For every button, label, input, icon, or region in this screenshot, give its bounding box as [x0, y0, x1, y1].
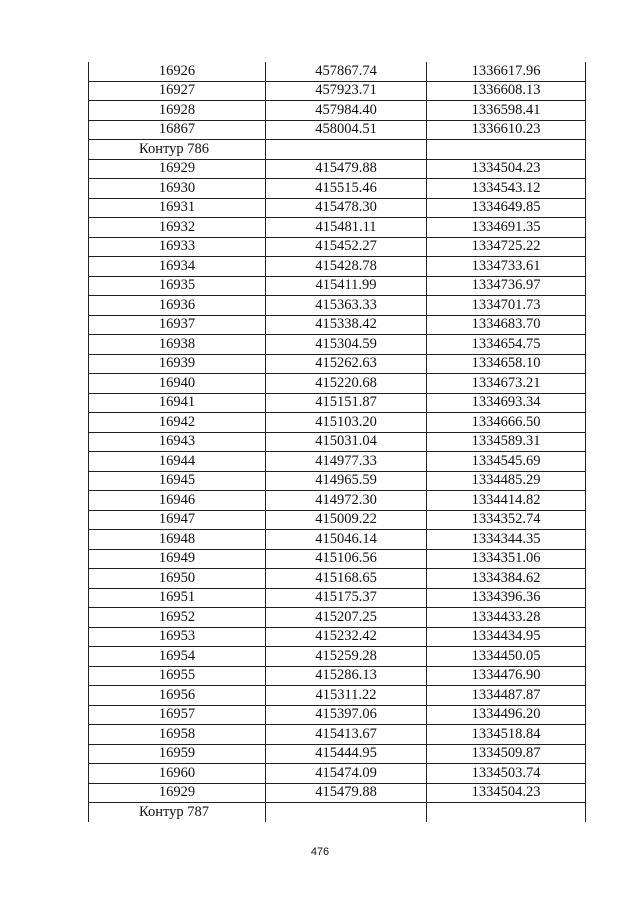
table-row — [89, 413, 586, 433]
table-row — [89, 452, 586, 472]
y-coordinate-cell: 1334658.10 — [427, 354, 586, 374]
table-row — [89, 569, 586, 589]
contour-label-row — [89, 803, 586, 822]
y-coordinate-cell: 1336617.96 — [427, 62, 586, 81]
point-number-cell: 16927 — [89, 81, 266, 101]
y-coordinate-cell: 1334352.74 — [427, 510, 586, 530]
point-number-cell: 16957 — [89, 705, 266, 725]
point-number-cell: 16956 — [89, 686, 266, 706]
point-number-cell: 16960 — [89, 764, 266, 784]
table-row — [89, 432, 586, 452]
x-coordinate-cell: 415031.04 — [266, 432, 427, 452]
table-row — [89, 237, 586, 257]
y-coordinate-cell: 1336610.23 — [427, 120, 586, 140]
x-coordinate-cell: 415286.13 — [266, 666, 427, 686]
point-number-cell: 16952 — [89, 608, 266, 628]
y-coordinate-cell: 1334496.20 — [427, 705, 586, 725]
x-coordinate-cell: 415444.95 — [266, 744, 427, 764]
y-coordinate-cell: 1334736.97 — [427, 276, 586, 296]
y-coordinate-cell: 1334487.87 — [427, 686, 586, 706]
table-row — [89, 510, 586, 530]
y-coordinate-cell: 1334589.31 — [427, 432, 586, 452]
y-coordinate-cell: 1334543.12 — [427, 179, 586, 199]
x-coordinate-cell: 414977.33 — [266, 452, 427, 472]
coordinates-table-body — [89, 62, 586, 822]
point-number-cell: 16954 — [89, 647, 266, 667]
y-coordinate-cell: 1334666.50 — [427, 413, 586, 433]
y-coordinate-cell: 1334701.73 — [427, 296, 586, 316]
table-row — [89, 686, 586, 706]
y-coordinate-cell: 1336608.13 — [427, 81, 586, 101]
y-coordinate-cell: 1334509.87 — [427, 744, 586, 764]
table-row — [89, 159, 586, 179]
table-row — [89, 744, 586, 764]
point-number-cell: 16942 — [89, 413, 266, 433]
point-number-cell: 16933 — [89, 237, 266, 257]
x-coordinate-cell: 415046.14 — [266, 530, 427, 550]
table-row — [89, 471, 586, 491]
point-number-cell: 16929 — [89, 159, 266, 179]
page-number: 476 — [310, 846, 330, 858]
x-coordinate-cell: 414965.59 — [266, 471, 427, 491]
y-coordinate-cell: 1334503.74 — [427, 764, 586, 784]
x-coordinate-cell: 458004.51 — [266, 120, 427, 140]
x-coordinate-cell: 415363.33 — [266, 296, 427, 316]
point-number-cell: 16946 — [89, 491, 266, 511]
x-coordinate-cell: 415428.78 — [266, 257, 427, 277]
table-row — [89, 257, 586, 277]
point-number-cell: 16935 — [89, 276, 266, 296]
point-number-cell: 16943 — [89, 432, 266, 452]
y-coordinate-cell: 1334673.21 — [427, 374, 586, 394]
point-number-cell: 16948 — [89, 530, 266, 550]
table-row — [89, 374, 586, 394]
y-coordinate-cell — [427, 140, 586, 160]
table-row — [89, 218, 586, 238]
x-coordinate-cell — [266, 803, 427, 822]
contour-label-row — [89, 140, 586, 160]
table-row — [89, 120, 586, 140]
x-coordinate-cell: 415262.63 — [266, 354, 427, 374]
table-row — [89, 276, 586, 296]
table-row — [89, 198, 586, 218]
x-coordinate-cell: 414972.30 — [266, 491, 427, 511]
y-coordinate-cell: 1334504.23 — [427, 159, 586, 179]
x-coordinate-cell: 415304.59 — [266, 335, 427, 355]
table-row — [89, 491, 586, 511]
y-coordinate-cell: 1334384.62 — [427, 569, 586, 589]
y-coordinate-cell: 1334414.82 — [427, 491, 586, 511]
x-coordinate-cell: 415168.65 — [266, 569, 427, 589]
y-coordinate-cell: 1334654.75 — [427, 335, 586, 355]
x-coordinate-cell: 457984.40 — [266, 101, 427, 121]
y-coordinate-cell: 1334518.84 — [427, 725, 586, 745]
point-number-cell: 16939 — [89, 354, 266, 374]
point-number-cell: 16945 — [89, 471, 266, 491]
x-coordinate-cell: 415479.88 — [266, 159, 427, 179]
point-number-cell: 16937 — [89, 315, 266, 335]
point-number-cell: 16950 — [89, 569, 266, 589]
x-coordinate-cell: 415232.42 — [266, 627, 427, 647]
point-number-cell: 16959 — [89, 744, 266, 764]
y-coordinate-cell: 1334476.90 — [427, 666, 586, 686]
x-coordinate-cell: 415478.30 — [266, 198, 427, 218]
point-number-cell: 16953 — [89, 627, 266, 647]
x-coordinate-cell: 457923.71 — [266, 81, 427, 101]
point-number-cell: 16941 — [89, 393, 266, 413]
y-coordinate-cell: 1334351.06 — [427, 549, 586, 569]
point-number-cell: 16938 — [89, 335, 266, 355]
point-number-cell: 16936 — [89, 296, 266, 316]
x-coordinate-cell: 415009.22 — [266, 510, 427, 530]
y-coordinate-cell: 1334683.70 — [427, 315, 586, 335]
table-row — [89, 62, 586, 81]
table-row — [89, 335, 586, 355]
x-coordinate-cell: 415151.87 — [266, 393, 427, 413]
table-row — [89, 627, 586, 647]
point-number-cell: 16928 — [89, 101, 266, 121]
point-number-cell: 16929 — [89, 783, 266, 803]
y-coordinate-cell: 1334725.22 — [427, 237, 586, 257]
table-row — [89, 764, 586, 784]
y-coordinate-cell: 1334344.35 — [427, 530, 586, 550]
point-number-cell: 16949 — [89, 549, 266, 569]
table-row — [89, 101, 586, 121]
table-row — [89, 354, 586, 374]
point-number-cell: 16958 — [89, 725, 266, 745]
y-coordinate-cell: 1334485.29 — [427, 471, 586, 491]
y-coordinate-cell — [427, 803, 586, 822]
y-coordinate-cell: 1334649.85 — [427, 198, 586, 218]
table-row — [89, 179, 586, 199]
x-coordinate-cell: 415207.25 — [266, 608, 427, 628]
x-coordinate-cell — [266, 140, 427, 160]
x-coordinate-cell: 415515.46 — [266, 179, 427, 199]
x-coordinate-cell: 415338.42 — [266, 315, 427, 335]
point-number-cell: 16867 — [89, 120, 266, 140]
y-coordinate-cell: 1334545.69 — [427, 452, 586, 472]
x-coordinate-cell: 415481.11 — [266, 218, 427, 238]
table-row — [89, 705, 586, 725]
y-coordinate-cell: 1334396.36 — [427, 588, 586, 608]
point-number-cell: 16947 — [89, 510, 266, 530]
x-coordinate-cell: 415413.67 — [266, 725, 427, 745]
y-coordinate-cell: 1336598.41 — [427, 101, 586, 121]
point-number-cell: 16932 — [89, 218, 266, 238]
contour-name-cell: Контур 787 — [89, 803, 266, 822]
table-row — [89, 647, 586, 667]
point-number-cell: 16926 — [89, 62, 266, 81]
x-coordinate-cell: 415259.28 — [266, 647, 427, 667]
y-coordinate-cell: 1334434.95 — [427, 627, 586, 647]
point-number-cell: 16951 — [89, 588, 266, 608]
point-number-cell: 16944 — [89, 452, 266, 472]
x-coordinate-cell: 457867.74 — [266, 62, 427, 81]
x-coordinate-cell: 415103.20 — [266, 413, 427, 433]
point-number-cell: 16934 — [89, 257, 266, 277]
x-coordinate-cell: 415397.06 — [266, 705, 427, 725]
x-coordinate-cell: 415175.37 — [266, 588, 427, 608]
contour-name-cell: Контур 786 — [89, 140, 266, 160]
table-row — [89, 315, 586, 335]
table-row — [89, 783, 586, 803]
point-number-cell: 16931 — [89, 198, 266, 218]
table-row — [89, 549, 586, 569]
y-coordinate-cell: 1334693.34 — [427, 393, 586, 413]
table-row — [89, 393, 586, 413]
table-row — [89, 81, 586, 101]
table-row — [89, 588, 586, 608]
x-coordinate-cell: 415106.56 — [266, 549, 427, 569]
coordinates-table — [88, 62, 586, 822]
y-coordinate-cell: 1334504.23 — [427, 783, 586, 803]
y-coordinate-cell: 1334733.61 — [427, 257, 586, 277]
x-coordinate-cell: 415474.09 — [266, 764, 427, 784]
x-coordinate-cell: 415452.27 — [266, 237, 427, 257]
table-row — [89, 666, 586, 686]
y-coordinate-cell: 1334433.28 — [427, 608, 586, 628]
x-coordinate-cell: 415220.68 — [266, 374, 427, 394]
x-coordinate-cell: 415479.88 — [266, 783, 427, 803]
table-row — [89, 296, 586, 316]
x-coordinate-cell: 415311.22 — [266, 686, 427, 706]
point-number-cell: 16955 — [89, 666, 266, 686]
table-row — [89, 530, 586, 550]
y-coordinate-cell: 1334450.05 — [427, 647, 586, 667]
table-row — [89, 608, 586, 628]
x-coordinate-cell: 415411.99 — [266, 276, 427, 296]
point-number-cell: 16930 — [89, 179, 266, 199]
y-coordinate-cell: 1334691.35 — [427, 218, 586, 238]
table-row — [89, 725, 586, 745]
point-number-cell: 16940 — [89, 374, 266, 394]
